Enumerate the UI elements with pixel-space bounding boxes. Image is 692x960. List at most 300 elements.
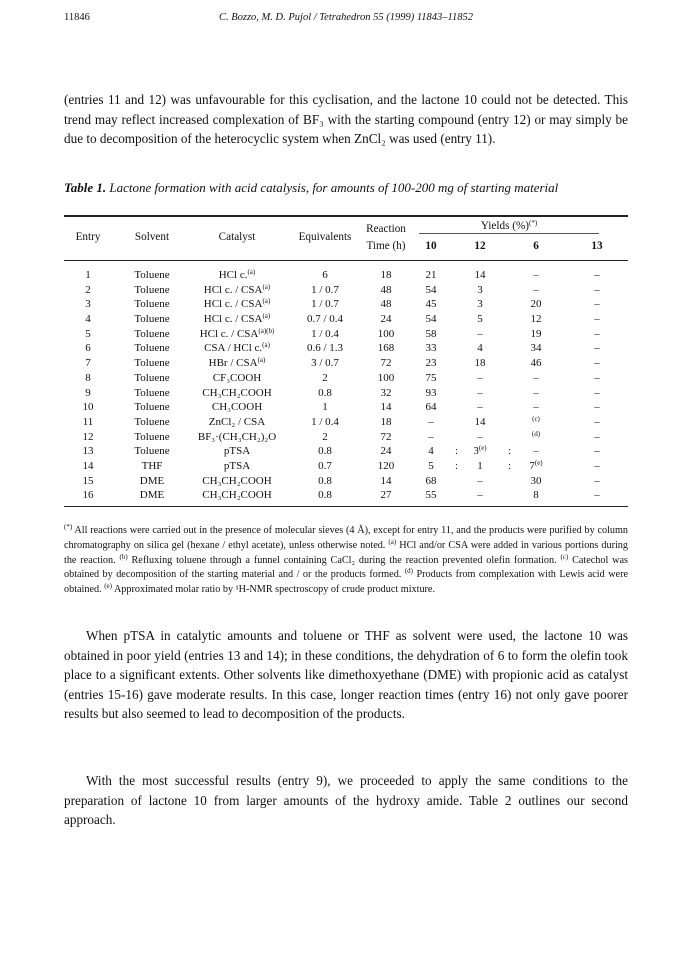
cell-y6-value: 19 (530, 327, 542, 340)
cell-cat (202, 387, 271, 399)
table-row (0, 387, 692, 402)
table-row (0, 313, 692, 328)
cell-entry (85, 313, 91, 325)
cell-solvent (134, 387, 169, 399)
cell-cat-value: HCl c. (218, 269, 248, 281)
cell-entry-value: 12 (82, 430, 94, 443)
cell-y10 (426, 372, 437, 384)
cell-eq (318, 460, 332, 472)
cell-entry (85, 372, 91, 384)
cell-y13 (594, 313, 600, 325)
header-reaction: Reaction (366, 223, 406, 235)
footnote-text: Approximated molar ratio by ¹H-NMR spectroscopy of crude product mixture. (111, 584, 436, 596)
cell-y6 (531, 298, 542, 310)
cell-entry-value: 11 (82, 415, 94, 428)
cell-solvent (134, 328, 169, 340)
cell-y12-value: – (477, 386, 483, 399)
cell-y12 (477, 401, 483, 413)
cell-cat (213, 372, 261, 384)
cell-eq-value: 0.6 / 1.3 (306, 342, 344, 355)
cell-y13 (594, 357, 600, 369)
cell-y12 (477, 475, 483, 487)
ratio-colon: : (455, 459, 459, 472)
cell-y12 (477, 328, 483, 340)
cell-entry (85, 298, 91, 310)
cell-y6-value: 7 (529, 459, 535, 472)
ratio-colon: : (508, 445, 512, 458)
cell-cat (219, 269, 256, 281)
cell-eq (311, 284, 339, 296)
cell-y6 (531, 357, 542, 369)
table-header-rule (64, 260, 628, 261)
cell-eq-value: 1 / 0.4 (311, 415, 339, 428)
cell-cat (209, 416, 265, 428)
cell-y12 (477, 284, 483, 296)
cell-eq-value: 0.8 (318, 445, 332, 458)
table-top-rule (64, 215, 628, 217)
cell-eq-value: 0.8 (318, 489, 332, 502)
cell-eq (322, 269, 328, 281)
cell-y10 (426, 401, 437, 413)
cell-y13 (594, 342, 600, 354)
footnote-mark: (c) (560, 552, 569, 561)
cell-y13-value: – (594, 445, 600, 458)
cell-y13 (594, 387, 600, 399)
cell-time (381, 387, 392, 399)
header-catalyst: Catalyst (218, 231, 256, 243)
table-row (0, 357, 692, 372)
table-caption-label: Table 1. (64, 180, 107, 195)
cell-y10-value: 68 (425, 474, 437, 487)
cell-entry-value: 3 (85, 298, 91, 311)
cell-y6-value: – (533, 386, 539, 399)
cell-y10-value: 54 (425, 313, 437, 326)
paragraph-conclusion (64, 771, 628, 830)
header-compound-10: 10 (425, 240, 437, 252)
cell-solvent (134, 342, 169, 354)
page-number: 11846 (64, 12, 90, 23)
table-row (0, 416, 692, 431)
cell-y13 (594, 489, 600, 501)
cell-eq (311, 416, 339, 428)
cell-cat (212, 401, 262, 413)
table-row (0, 489, 692, 504)
table-body (0, 269, 692, 504)
paragraph-discussion-text: When pTSA in catalytic amounts and toluene or THF as solvent were used, the lactone 10 was obtained in poor yield (entries 13 and 14); in these conditions, the dehydration of 6 to form the olefin took place to a significant extents. Other solvents like dimethoxyethane (DME) with propionic acid as catalyst (entries 15-16) gave moderate results. In this case, longer reaction times (entry 16) not only gave poorer results but also seemed to lead to decomposition of the products. (64, 628, 628, 722)
cell-y10 (428, 431, 434, 443)
cell-y13 (594, 416, 600, 428)
cell-time-value: 48 (380, 298, 392, 311)
cell-y10 (428, 416, 434, 428)
cell-cat-value: HCl c. / CSA (203, 313, 263, 326)
cell-cat-value: CF₃COOH (212, 371, 262, 384)
cell-y12-value: 3 (473, 445, 479, 458)
cell-solvent-value: Toluene (134, 415, 170, 428)
cell-time-value: 168 (377, 342, 395, 355)
cell-time (381, 431, 392, 443)
cell-time (378, 372, 395, 384)
cell-entry (85, 357, 91, 369)
cell-y10 (426, 475, 437, 487)
header-yields-mark: (*) (529, 219, 538, 227)
cell-y6-value: – (533, 401, 539, 414)
cell-y6-value: – (533, 283, 539, 296)
cell-time (381, 313, 392, 325)
cell-entry (83, 401, 94, 413)
cell-time-value: 72 (380, 430, 392, 443)
cell-y13-value: – (594, 283, 600, 296)
cell-eq (311, 298, 339, 310)
cell-entry (85, 342, 91, 354)
cell-y13-value: – (594, 474, 600, 487)
cell-y12-value: – (477, 371, 483, 384)
cell-y12-value: 3 (477, 298, 483, 311)
cell-y10 (426, 313, 437, 325)
cell-y13-value: – (594, 357, 600, 370)
cell-y13 (594, 460, 600, 472)
cell-y10-value: 45 (425, 298, 437, 311)
cell-cat-value: BF₃·(CH₃CH₂)₂O (197, 430, 277, 443)
cell-time-value: 14 (380, 474, 392, 487)
table-row (0, 401, 692, 416)
cell-y6-note: (c) (532, 414, 540, 423)
cell-y6 (533, 445, 539, 457)
cell-solvent-value: Toluene (134, 445, 170, 458)
cell-time (381, 284, 392, 296)
cell-y13 (594, 269, 600, 281)
cell-y10-value: 54 (425, 283, 437, 296)
cell-cat (224, 460, 250, 472)
cell-eq-value: 1 (322, 401, 328, 414)
cell-cat (202, 475, 271, 487)
cell-time (378, 460, 395, 472)
cell-y6 (529, 460, 542, 472)
cell-y13-value: – (594, 489, 600, 502)
cell-solvent (134, 445, 169, 457)
cell-y10-value: 5 (428, 459, 434, 472)
cell-y10 (426, 489, 437, 501)
footnote-text: Products from complexation with Lewis acid were obtained. (64, 569, 628, 596)
header-compound-12: 12 (474, 240, 486, 252)
cell-entry (83, 460, 94, 472)
cell-entry-value: 5 (85, 327, 91, 340)
footnote-text: Refluxing toluene through a funnel containing CaCl₂ during the reaction prevented olefin formation. (127, 554, 561, 566)
cell-y13-value: – (594, 386, 600, 399)
cell-y10 (428, 445, 434, 457)
cell-entry-value: 16 (82, 489, 94, 502)
cell-y13-value: – (594, 430, 600, 443)
cell-cat-note: (a) (247, 268, 256, 276)
cell-entry (85, 284, 91, 296)
cell-entry (85, 328, 91, 340)
yields-rule (419, 233, 599, 234)
cell-entry-value: 13 (82, 445, 94, 458)
cell-time-value: 100 (377, 327, 395, 340)
cell-solvent-value: THF (141, 459, 163, 472)
cell-entry-value: 10 (82, 401, 94, 414)
cell-eq (322, 431, 328, 443)
cell-eq (311, 357, 339, 369)
running-title: C. Bozzo, M. D. Pujol / Tetrahedron 55 (1999) 11843–11852 (218, 12, 474, 23)
cell-time-value: 14 (380, 401, 392, 414)
cell-y12-value: – (477, 430, 483, 443)
footnote-mark: (d) (404, 567, 413, 576)
cell-y10 (428, 460, 434, 472)
paragraph-conclusion-text: With the most successful results (entry 9), we proceeded to apply the same conditions to the preparation of lactone 10 from larger amounts of the hydroxy amide. Table 2 outlines our second approach. (64, 773, 628, 828)
cell-solvent (142, 460, 163, 472)
cell-eq (322, 401, 328, 413)
cell-time-value: 72 (380, 357, 392, 370)
cell-cat (204, 284, 270, 296)
cell-y6-value: – (533, 269, 539, 281)
cell-solvent (134, 372, 169, 384)
cell-y6 (533, 387, 539, 399)
cell-y13 (594, 284, 600, 296)
cell-cat-value: pTSA (223, 445, 251, 458)
cell-cat-note: (a) (262, 282, 271, 291)
cell-time-value: 18 (380, 415, 392, 428)
cell-y12-value: – (477, 489, 483, 502)
table-row (0, 372, 692, 387)
cell-time-value: 48 (380, 283, 392, 296)
cell-cat-value: HBr / CSA (208, 357, 258, 370)
cell-time (378, 342, 395, 354)
cell-y13-value: – (594, 342, 600, 355)
cell-solvent-value: Toluene (134, 371, 170, 384)
cell-y6-value: – (533, 445, 539, 458)
cell-y10 (426, 298, 437, 310)
cell-cat-note: (a) (262, 341, 270, 350)
cell-y13 (594, 401, 600, 413)
table-caption-text: Lactone formation with acid catalysis, for amounts of 100-200 mg of starting material (109, 180, 559, 195)
cell-solvent (134, 431, 169, 443)
cell-y10-value: – (428, 430, 434, 443)
cell-y12 (477, 298, 483, 310)
cell-eq (322, 372, 328, 384)
cell-solvent-value: Toluene (134, 283, 170, 296)
header-entry: Entry (75, 231, 101, 243)
cell-y13 (594, 372, 600, 384)
cell-eq-value: 0.8 (318, 386, 332, 399)
ratio-colon: : (455, 445, 459, 458)
cell-solvent (134, 298, 169, 310)
footnote-mark: (*) (64, 523, 73, 531)
header-compound-6: 6 (533, 240, 539, 252)
cell-y12 (477, 372, 483, 384)
cell-time (378, 328, 395, 340)
cell-solvent-value: Toluene (134, 342, 170, 355)
cell-cat (204, 342, 270, 354)
table-row (0, 445, 692, 460)
cell-solvent (134, 269, 169, 281)
cell-y13 (594, 328, 600, 340)
cell-solvent (140, 489, 164, 501)
header-solvent: Solvent (134, 231, 170, 243)
cell-y13-value: – (594, 313, 600, 326)
cell-y6 (533, 269, 539, 281)
cell-solvent-value: Toluene (134, 357, 170, 370)
cell-solvent-value: Toluene (134, 298, 170, 311)
cell-solvent-value: Toluene (134, 430, 170, 443)
cell-y13 (594, 445, 600, 457)
cell-y6-note: (d) (531, 429, 541, 438)
cell-eq-value: 1 / 0.7 (311, 298, 339, 311)
cell-eq-value: 1 / 0.4 (311, 327, 339, 340)
cell-y6 (532, 416, 540, 428)
table-bottom-rule (64, 506, 628, 507)
cell-eq-value: 1 / 0.7 (311, 283, 339, 296)
cell-cat (224, 445, 250, 457)
cell-solvent-value: DME (139, 474, 165, 487)
footnote-text: HCl and/or CSA were added in various portions during the reaction. (64, 539, 628, 566)
header-equivalents: Equivalents (298, 231, 352, 243)
cell-y6 (531, 328, 542, 340)
cell-y6 (531, 342, 542, 354)
cell-y13-value: – (594, 371, 600, 384)
cell-cat-note: (a) (262, 297, 271, 306)
cell-eq (307, 313, 343, 325)
cell-eq (318, 445, 332, 457)
cell-time (381, 475, 392, 487)
cell-y10-value: 4 (428, 445, 434, 458)
cell-y12 (477, 387, 483, 399)
cell-time-value: 24 (380, 445, 392, 458)
cell-eq-value: 0.7 (318, 459, 332, 472)
cell-y10-value: 58 (425, 327, 437, 340)
cell-y12-value: 1 (477, 459, 483, 472)
cell-cat (202, 489, 271, 501)
cell-time (381, 357, 392, 369)
cell-cat-value: CSA / HCl c. (204, 342, 263, 355)
cell-cat (200, 328, 275, 340)
cell-cat (209, 357, 266, 369)
cell-cat-value: HCl c. / CSA (203, 283, 263, 296)
cell-y13-value: – (594, 298, 600, 311)
cell-time (381, 416, 392, 428)
cell-entry-value: 14 (82, 459, 94, 472)
cell-entry (83, 445, 94, 457)
cell-y10 (426, 342, 437, 354)
cell-time (381, 298, 392, 310)
cell-cat-value: CH₃CH₂COOH (202, 474, 272, 487)
cell-entry-value: 9 (85, 386, 91, 399)
footnote-mark: (a) (388, 537, 397, 546)
cell-y6 (533, 372, 539, 384)
cell-y10 (426, 328, 437, 340)
cell-y10-value: 33 (425, 342, 437, 355)
cell-time-value: 32 (380, 386, 392, 399)
cell-y10-value: 23 (425, 357, 437, 370)
paragraph-discussion (64, 626, 628, 724)
cell-y13-value: – (594, 459, 600, 472)
cell-y6 (532, 431, 540, 443)
cell-y12-value: 4 (477, 342, 483, 355)
cell-solvent-value: Toluene (134, 327, 170, 340)
cell-y13-value: – (594, 327, 600, 340)
header-yields-label: Yields (%) (480, 220, 529, 232)
cell-time-value: 27 (380, 489, 392, 502)
cell-eq-value: 3 / 0.7 (311, 357, 339, 370)
cell-time-value: 18 (380, 269, 392, 281)
cell-time (381, 401, 392, 413)
cell-y13-value: – (594, 269, 600, 281)
cell-y12-value: 14 (474, 269, 486, 281)
cell-solvent (134, 284, 169, 296)
cell-y6-value: 12 (530, 313, 542, 326)
cell-y6-value: 8 (533, 489, 539, 502)
table-row (0, 342, 692, 357)
cell-solvent-value: Toluene (134, 269, 170, 281)
cell-y13 (594, 475, 600, 487)
table-row (0, 328, 692, 343)
cell-eq-value: 0.8 (318, 474, 332, 487)
cell-eq (307, 342, 343, 354)
cell-cat (198, 431, 276, 443)
cell-y6 (531, 313, 542, 325)
cell-eq-value: 2 (322, 430, 328, 443)
cell-entry-value: 15 (82, 474, 94, 487)
cell-y6-value: 20 (530, 298, 542, 311)
cell-y12 (477, 431, 483, 443)
cell-eq (318, 489, 332, 501)
cell-eq (311, 328, 339, 340)
cell-y12 (477, 489, 483, 501)
cell-y6-value: 34 (530, 342, 542, 355)
cell-y12-value: 18 (474, 357, 486, 370)
cell-y12-value: 14 (474, 415, 486, 428)
cell-time-value: 100 (377, 371, 395, 384)
table-row (0, 298, 692, 313)
cell-solvent (140, 475, 164, 487)
cell-solvent-value: Toluene (134, 401, 170, 414)
cell-cat-value: ZnCl₂ / CSA (208, 415, 266, 428)
cell-eq-value: 0.7 / 0.4 (306, 313, 344, 326)
cell-y10-value: 21 (425, 269, 437, 281)
cell-entry-value: 8 (85, 371, 91, 384)
cell-y6 (533, 401, 539, 413)
table-row (0, 431, 692, 446)
cell-entry (83, 431, 94, 443)
cell-solvent (134, 416, 169, 428)
table-row (0, 475, 692, 490)
cell-eq-value: 2 (322, 371, 328, 384)
table-row (0, 460, 692, 475)
cell-y13 (594, 431, 600, 443)
cell-y12 (477, 342, 483, 354)
cell-y12 (477, 313, 483, 325)
cell-solvent (134, 401, 169, 413)
cell-entry-value: 6 (85, 342, 91, 355)
cell-cat-note: (a) (257, 356, 266, 365)
cell-y12 (475, 269, 486, 281)
cell-y12-value: 5 (477, 313, 483, 326)
cell-cat-note: (a) (262, 312, 271, 321)
cell-y10-value: 64 (425, 401, 437, 414)
cell-y10-value: – (428, 415, 434, 428)
cell-y12 (475, 357, 486, 369)
footnote-mark: (b) (119, 552, 128, 561)
cell-y12 (477, 460, 483, 472)
cell-y12-value: – (477, 401, 483, 414)
cell-y6 (531, 475, 542, 487)
cell-y12-value: – (477, 474, 483, 487)
cell-eq-value: 6 (322, 269, 328, 281)
cell-time-value: 24 (380, 313, 392, 326)
cell-y10-value: 75 (425, 371, 437, 384)
cell-cat-value: HCl c. / CSA (199, 327, 259, 340)
cell-cat-value: HCl c. / CSA (203, 298, 263, 311)
cell-y13 (594, 298, 600, 310)
